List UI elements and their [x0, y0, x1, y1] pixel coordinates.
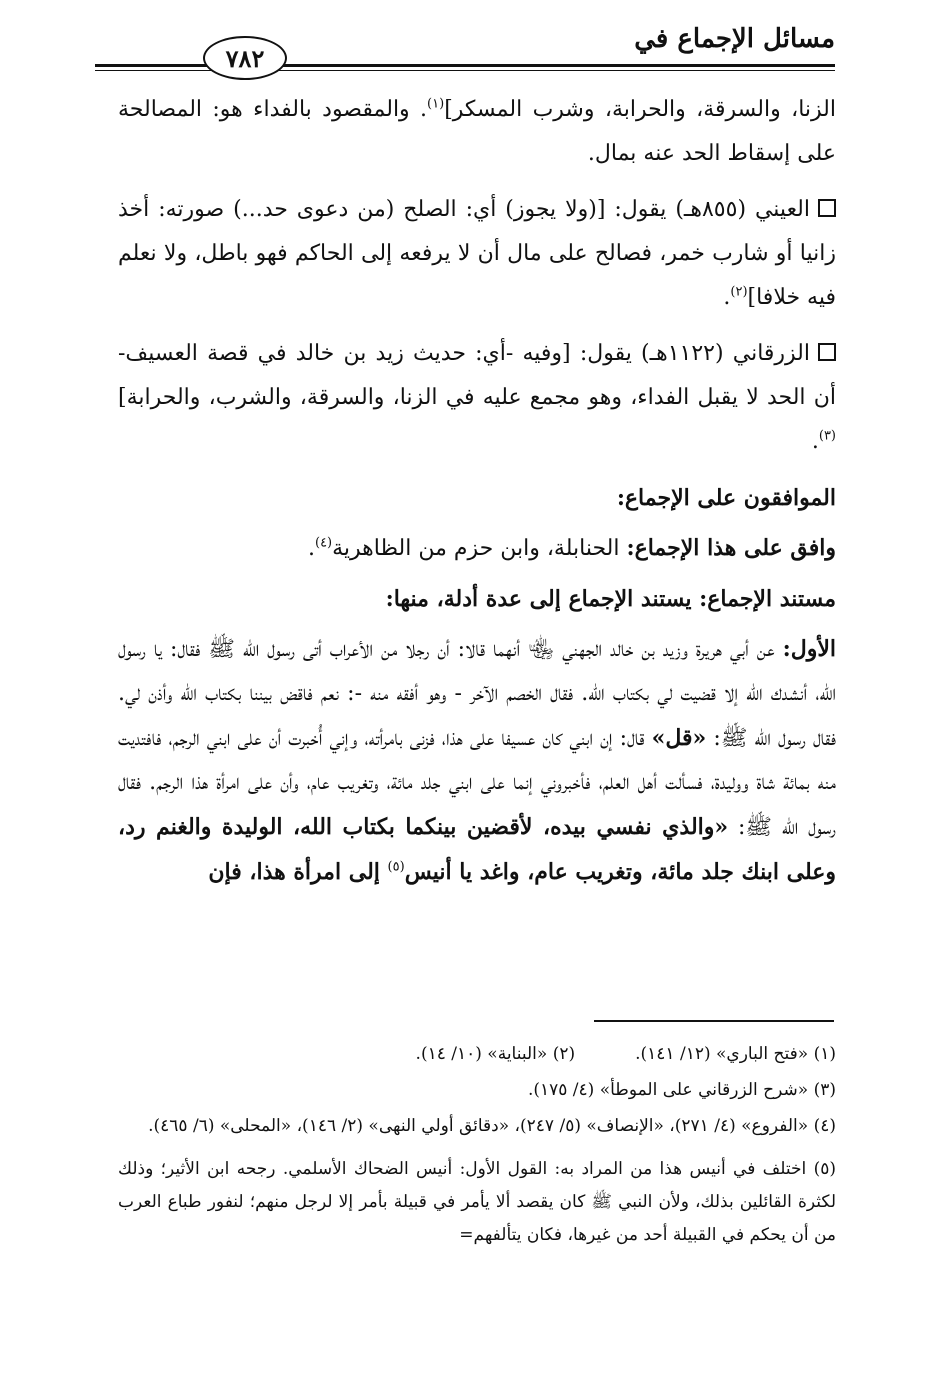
p1-text: الزنا، والسرقة، والحرابة، وشرب المسكر] [444, 97, 836, 122]
footnote-1: (١) «فتح الباري» (١٢/ ١٤١). [635, 1044, 836, 1064]
section-heading-agreers: الموافقون على الإجماع: [616, 485, 836, 511]
footnote-separator [594, 1020, 834, 1022]
page-header [95, 18, 835, 78]
p4-end: . [307, 536, 315, 561]
footnote-ref-4: (٤) [314, 535, 333, 551]
paragraph-hadith [118, 627, 836, 895]
first-evidence-label: الأول: [782, 636, 836, 662]
footnote-ref-5: (٥) [387, 859, 405, 875]
footnote-4: (٤) «الفروع» (٤/ ٢٧١)، «الإنصاف» (٥/ ٢٤٧)، «دقائق أولي النهى» (٢/ ١٤٦)، «المحلى» (٦/ ٤٦٥). [148, 1116, 836, 1136]
footnote-ref-3: (٣) [818, 428, 836, 444]
footnotes [118, 1038, 836, 1255]
section-heading-evidence: مستند الإجماع: يستند الإجماع إلى عدة أدلة، منها: [385, 586, 836, 612]
footnote-ref-2: (٢) [730, 284, 748, 300]
p2-text: العيني (٨٥٥هـ) يقول: [(ولا يجوز) أي: الصلح (من دعوى حد...) صورته: أخذ زانيا أو شارب خمر، فصالح على مال أن لا يرفعه إلى الحاكم فهو باطل، ولا نعلم فيه خلافا] [118, 197, 836, 310]
square-bullet-icon [818, 343, 836, 361]
footnote-2: (٢) «البناية» (١٠/ ١٤). [415, 1044, 576, 1064]
p4-text: الحنابلة، وابن حزم من الظاهرية [332, 536, 627, 561]
footnote-ref-1: (١) [427, 96, 445, 112]
paragraph-1 [118, 88, 836, 176]
footnote-3: (٣) «شرح الزرقاني على الموطأ» (٤/ ١٧٥). [527, 1080, 836, 1100]
header-rule-thin [95, 70, 835, 71]
hadith-quote-cont: إلى امرأة هذا، فإن [208, 859, 388, 885]
paragraph-2 [118, 188, 836, 320]
paragraph-4 [118, 526, 836, 571]
hadith-text-b: قال: إن ابني كان عسيفا على هذا، فزنى بامرأته، وإني أُخبرت أن على ابني الرجم، فافتديت منه بمائة شاة ووليدة، فسألت أهل العلم، فأخبروني إنما على ابني جلد مائة، وتغريب عام، وأن على امرأة هذا الرجم. فقال رسول الله ﷺ: [118, 726, 836, 840]
hadith-qul: «قل» [651, 725, 707, 751]
hadith-quote: «والذي نفسي بيده، لأقضين بينكما بكتاب الله، الوليدة والغنم رد، وعلى ابنك جلد مائة، وتغريب عام، واغد يا أنيس [118, 814, 836, 885]
footnote-5: (٥) اختلف في أنيس هذا من المراد به: القول الأول: أنيس الضحاك الأسلمي. رجحه ابن الأثير؛ وذلك لكثرة القائلين بذلك، ولأن النبي ﷺ كان يقصد ألا يأمر في قبيلة بأمر إلا لرجل منهم؛ لنفور طباع العرب من أن يحكم في القبيلة أحد من غيرها، فكان يتألفهم= [118, 1159, 836, 1245]
running-title: مسائل الإجماع في [622, 24, 835, 54]
p4-bold: وافق على هذا الإجماع: [626, 535, 836, 561]
p3-text: الزرقاني (١١٢٢هـ) يقول: [وفيه -أي: حديث زيد بن خالد في قصة العسيف- أن الحد لا يقبل الفداء، وهو مجمع عليه في الزنا، والسرقة، والشرب، والحرابة] [118, 341, 836, 410]
page-number: ٧٨٢ [203, 36, 287, 80]
p2-end: . [723, 285, 731, 310]
p3-end: . [811, 429, 819, 454]
p1-rest: . والمقصود بالفداء هو: المصالحة على إسقاط الحد عنه بمال. [118, 97, 836, 166]
hadith-text-a: عن أبي هريرة وزيد بن خالد الجهني ﵄ أنهما قالا: أن رجلا من الأعراب أتى رسول الله ﷺ فقال: يا رسول الله، أنشدك الله إلا قضيت لي بكتاب الله. فقال الخصم الآخر - وهو أفقه منه -: نعم فاقض بيننا بكتاب الله وأذن لي. فقال رسول الله ﷺ: [118, 637, 837, 751]
paragraph-3 [118, 332, 836, 464]
footnote-row-1-2 [118, 1038, 836, 1071]
square-bullet-icon [818, 199, 836, 217]
main-text [118, 88, 836, 907]
